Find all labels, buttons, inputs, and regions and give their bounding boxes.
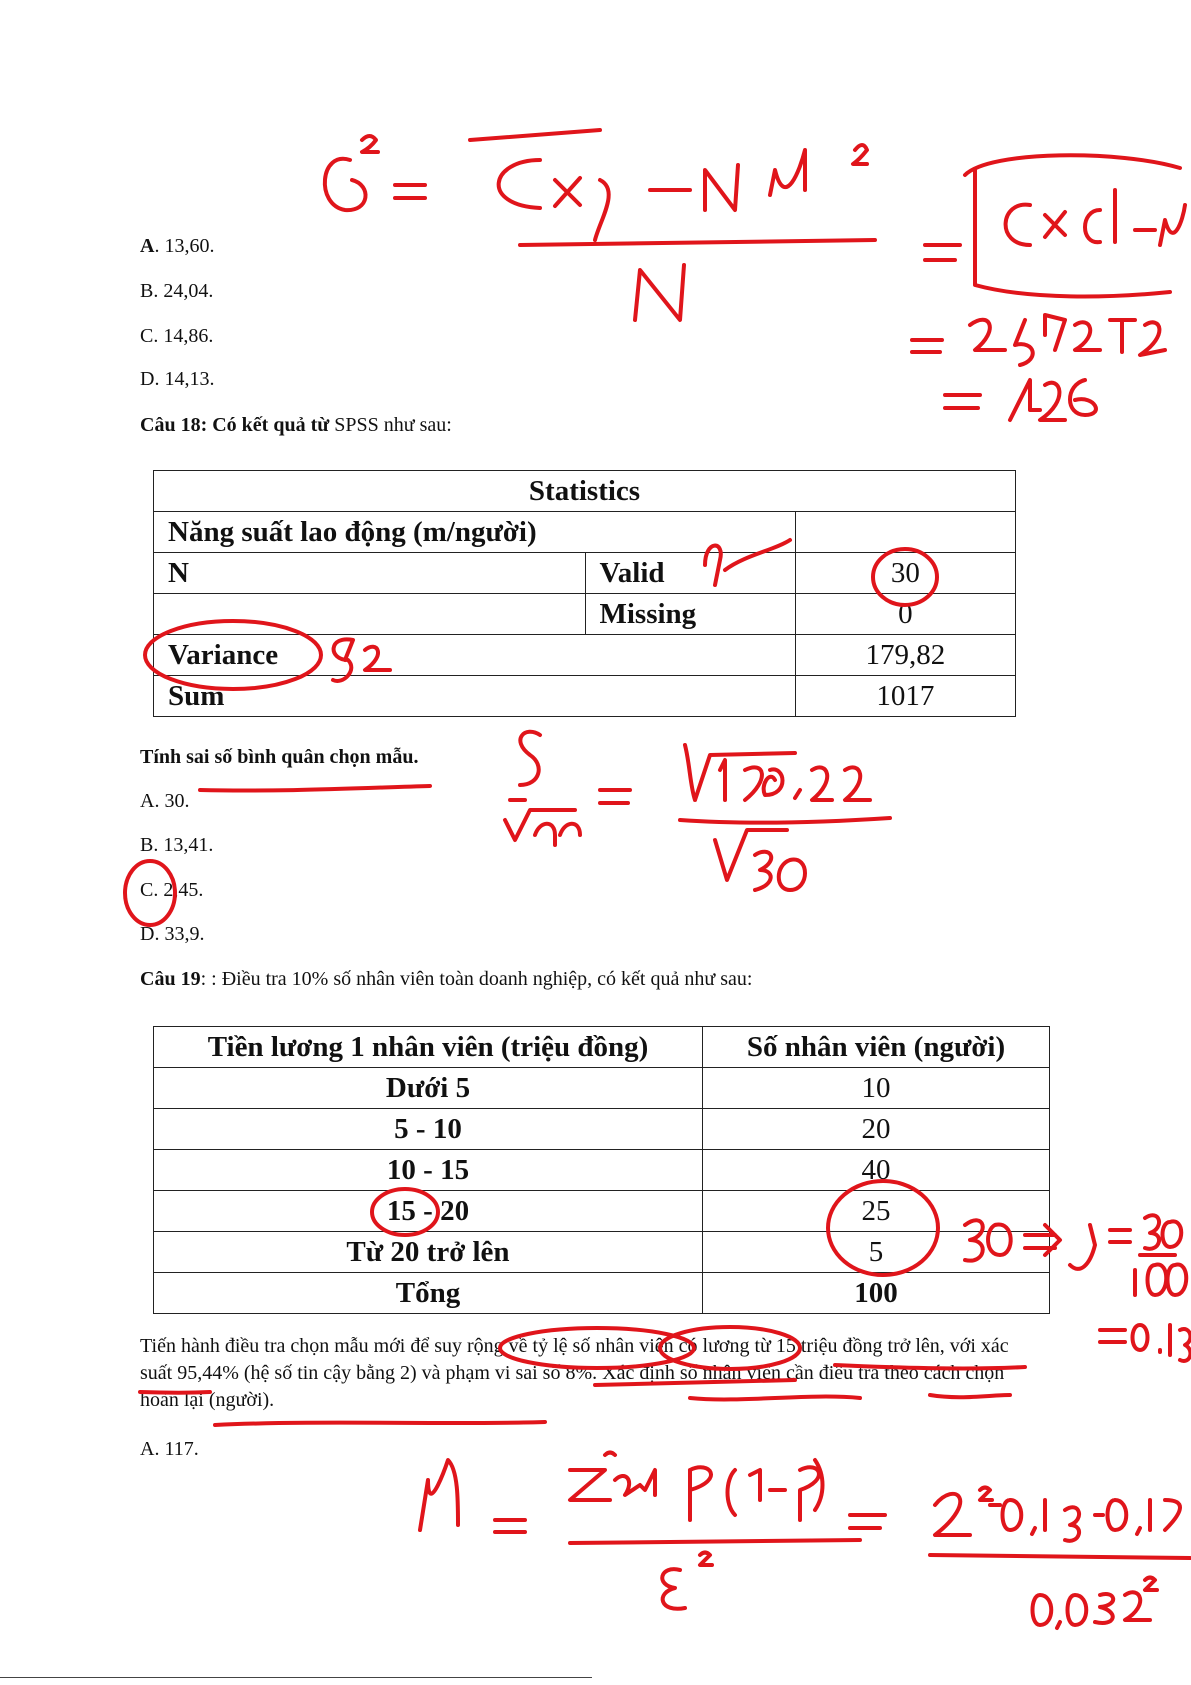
salary-row-value: 40 (703, 1150, 1050, 1191)
stats-subtitle: Năng suất lao động (m/người) (154, 512, 796, 553)
salary-header-2: Số nhân viên (người) (703, 1027, 1050, 1068)
q18-option-a: A. 30. (140, 790, 190, 812)
salary-row-value: 25 (703, 1191, 1050, 1232)
q17-option-d: D. 14,13. (140, 368, 215, 390)
stats-n-label: N (154, 553, 586, 594)
q17-option-a: A. 13,60. (140, 235, 215, 257)
stats-valid-label: Valid (585, 553, 795, 594)
salary-total-label: Tổng (154, 1273, 703, 1314)
salary-table (153, 1026, 1050, 1314)
q19-option-a: A. 117. (140, 1438, 199, 1460)
spss-statistics-table (153, 470, 1016, 717)
q18-option-c: C. 2,45. (140, 879, 204, 901)
salary-header-1: Tiền lương 1 nhân viên (triệu đồng) (154, 1027, 703, 1068)
footnote-rule (0, 1677, 592, 1678)
q19-title: Câu 19: : Điều tra 10% số nhân viên toàn doanh nghiệp, có kết quả như sau: (140, 968, 753, 990)
stats-valid-value: 30 (795, 553, 1015, 594)
salary-row-label: Dưới 5 (154, 1068, 703, 1109)
salary-row-label: 5 - 10 (154, 1109, 703, 1150)
q19-text: Tiến hành điều tra chọn mẫu mới để suy rộng về tỷ lệ số nhân viên có lương từ 15 triệu đồng trở lên, với xác suất 95,44% (hệ số tin cậy bằng 2) và phạm vi sai số 8%. Xác định số nhân viên cần điều tra theo cách chọn hoàn lại (người). (140, 1335, 1009, 1411)
stats-missing-label: Missing (585, 594, 795, 635)
salary-row-label: 10 - 15 (154, 1150, 703, 1191)
stats-title: Statistics (154, 471, 1016, 512)
stats-variance-label: Variance (154, 635, 796, 676)
q17-option-b: B. 24,04. (140, 280, 214, 302)
salary-row-label: 15 - 20 (154, 1191, 703, 1232)
q18-question: Tính sai số bình quân chọn mẫu. (140, 746, 419, 768)
q17-option-c: C. 14,86. (140, 325, 214, 347)
q18-option-b: B. 13,41. (140, 834, 214, 856)
salary-row-value: 20 (703, 1109, 1050, 1150)
q18-title: Câu 18: Có kết quả từ SPSS như sau: (140, 414, 452, 436)
salary-total-value: 100 (703, 1273, 1050, 1314)
stats-sum-label: Sum (154, 676, 796, 717)
q18-option-d: D. 33,9. (140, 923, 205, 945)
salary-row-value: 5 (703, 1232, 1050, 1273)
salary-row-value: 10 (703, 1068, 1050, 1109)
salary-row-label: Từ 20 trở lên (154, 1232, 703, 1273)
stats-sum-value: 1017 (795, 676, 1015, 717)
stats-variance-value: 179,82 (795, 635, 1015, 676)
stats-missing-value: 0 (795, 594, 1015, 635)
